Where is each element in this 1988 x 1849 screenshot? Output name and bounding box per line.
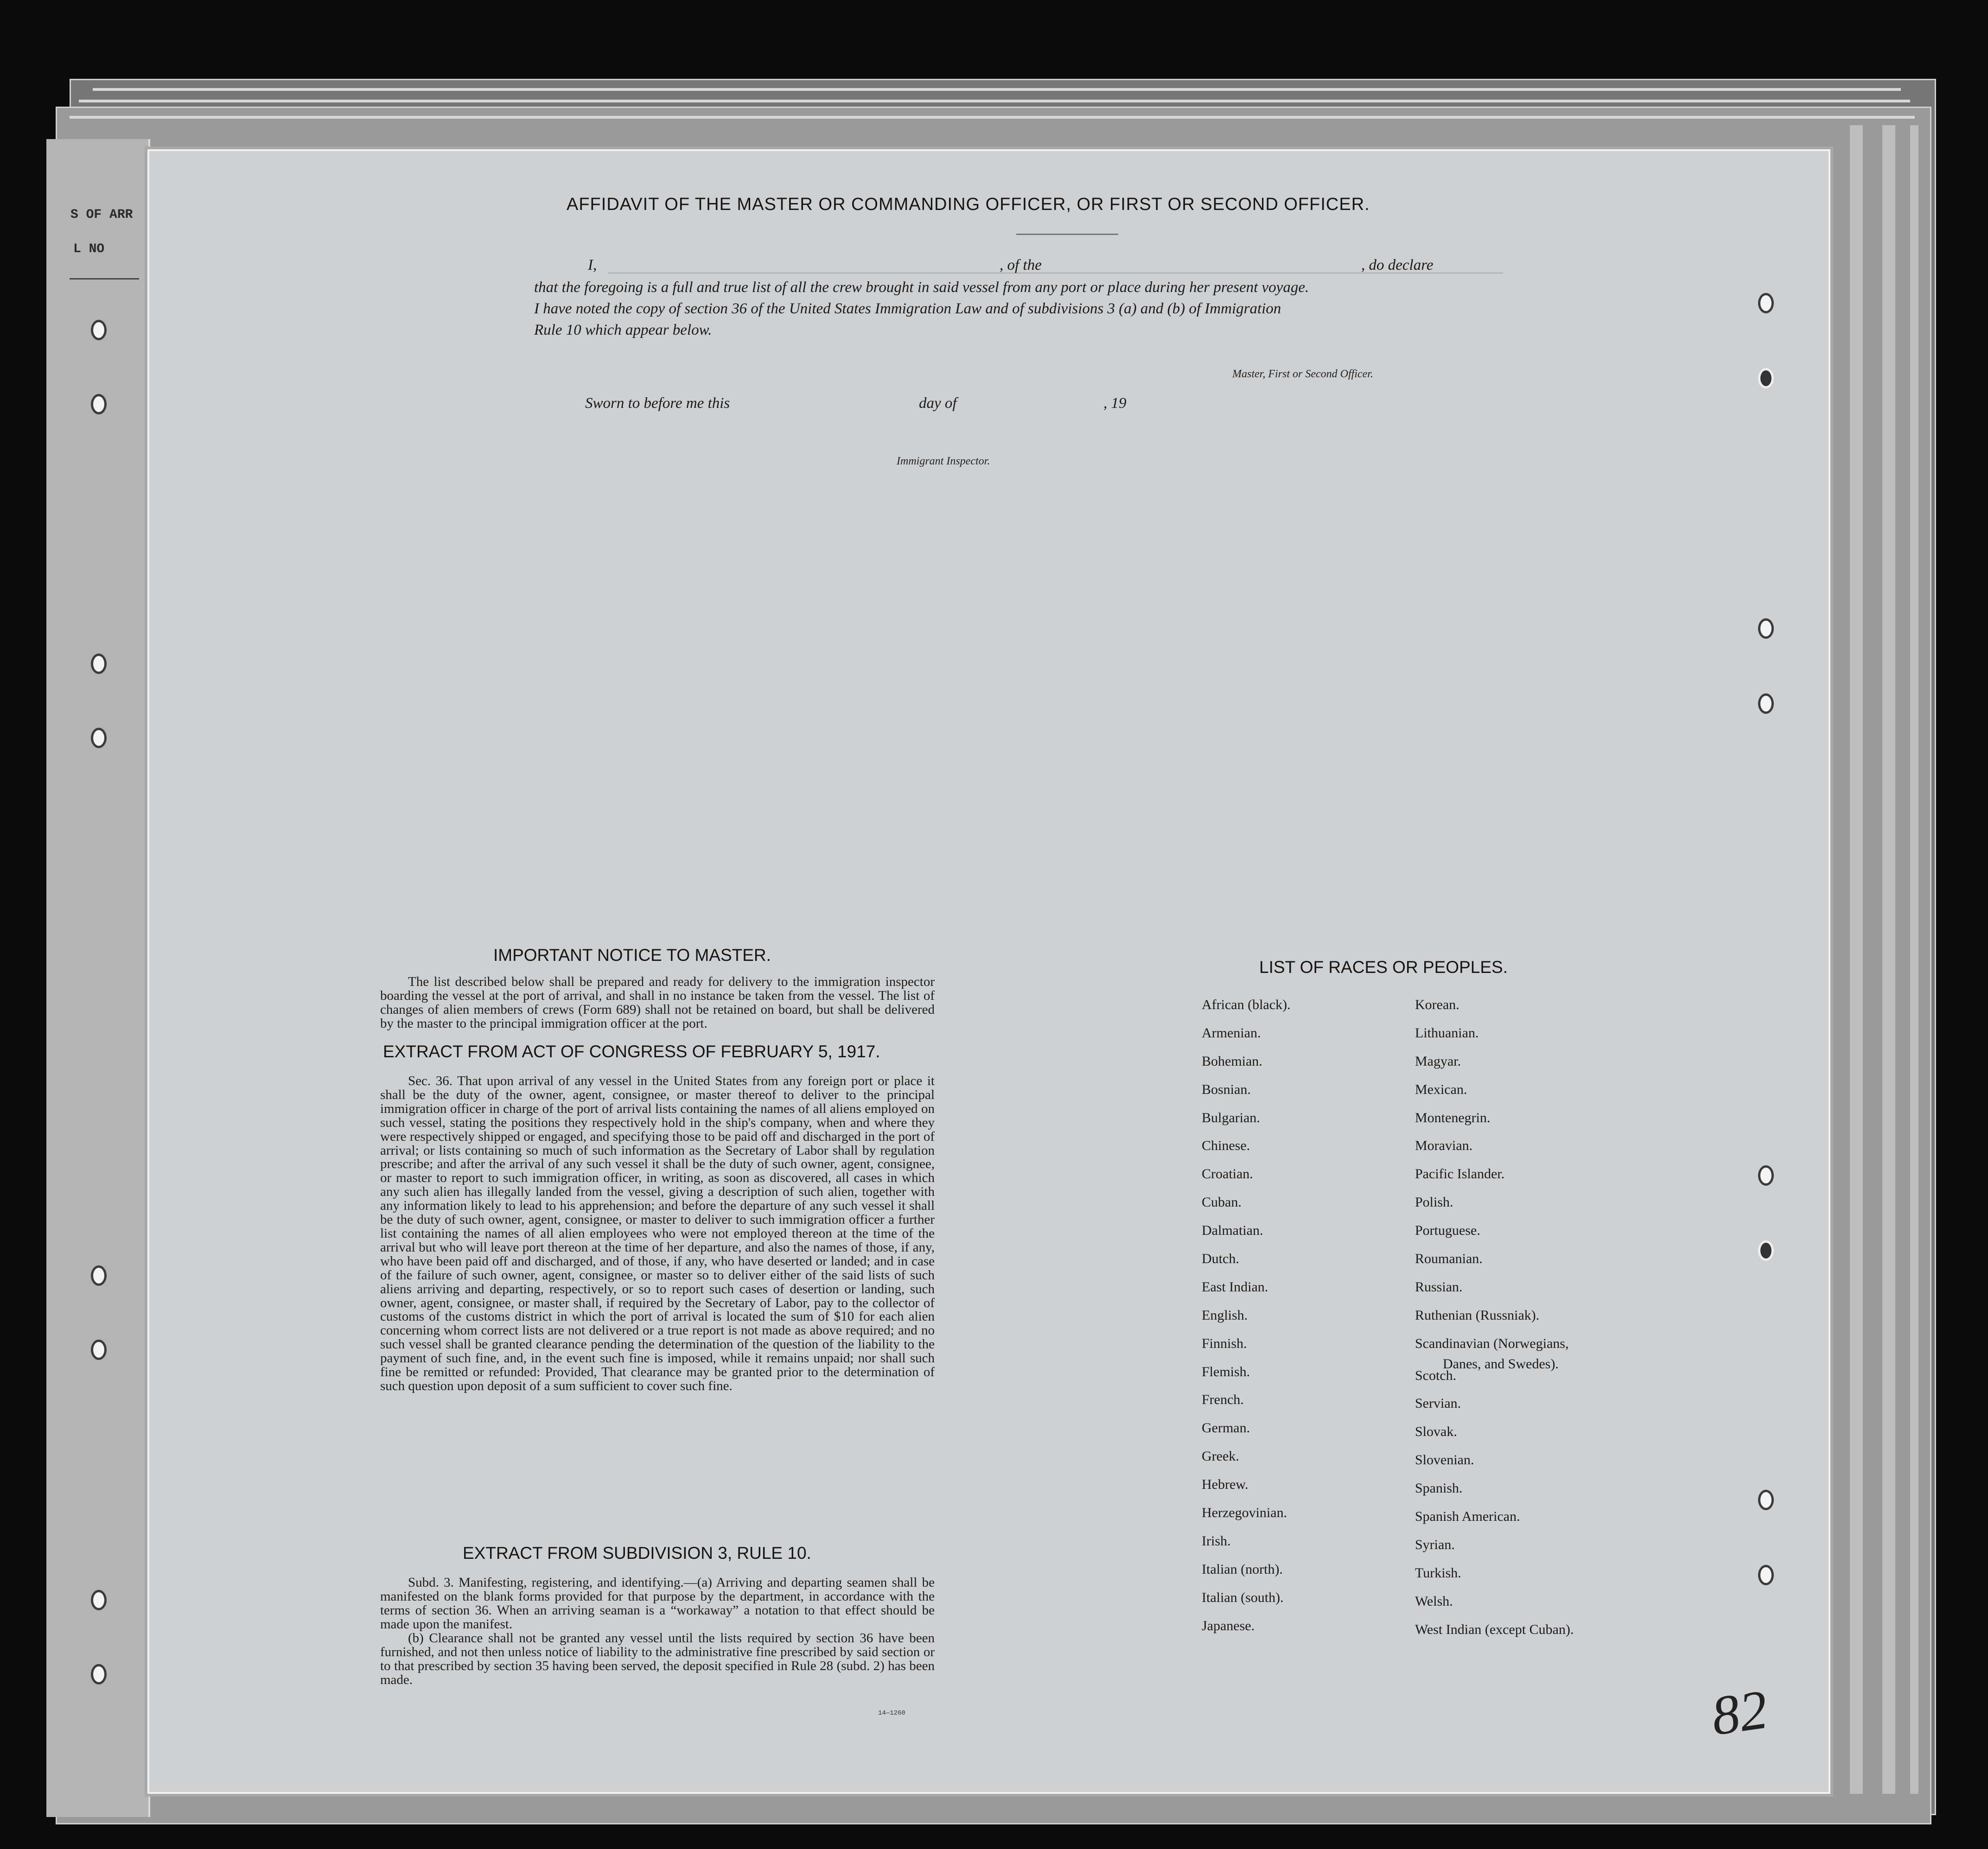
race-item: Greek.	[1202, 1449, 1239, 1464]
act-text: Sec. 36. That upon arrival of any vessel in the United States from any foreign port or place it shall be the duty of the owner, agent, consignee, or master thereof to deliver to the principal immigration officer in charge of the port of arrival lists containing the names of all aliens employed on such vessel, stating the positions they respectively hold in the ship's company, when and where they were respectively shipped or engaged, and specifying those to be paid off and discharged in the port of arrival; or lists containing so much of such information as the Secretary of Labor shall by regulation prescribe; and after the arrival of any such vessel it shall be the duty of such owner, agent, consignee, or master to report to such immigration officer, in writing, as soon as discovered, all cases in which any such alien has illegally landed from the vessel, giving a description of such alien, together with any information likely to lead to his apprehension; and before the departure of any such vessel it shall be the duty of such owner, agent, consignee, or master to deliver to such immigration officer a further list containing the names of all alien employees who were not employed thereon at the time of the arrival but who will leave port thereon at the time of her departure, and also the names of those, if any, who have been paid off and discharged, and of those, if any, who have deserted or landed; and in case of the failure of such owner, agent, consignee, or master so to deliver either of the said lists of such aliens arriving and departing, respectively, or so to report such cases of desertion or landing, such owner, agent, consignee, or master shall, if required by the Secretary of Labor, pay to the collector of customs of the customs district in which the port of arrival is located the sum of $10 for each alien concerning whom correct lists are not delivered or a true report is not made as above required; and no such vessel shall be granted clearance pending the determination of the question of the liability to the payment of such fine, and, in the event such fine is imposed, while it remains unpaid; nor shall such fine be remitted or refunded: Provided, That clearance may be granted prior to the determination of such question upon deposit of a sum sufficient to cover such fine.	[380, 1074, 935, 1393]
races-title: LIST OF RACES OR PEOPLES.	[1259, 958, 1508, 977]
punch-hole	[91, 654, 107, 674]
race-item: Slovenian.	[1415, 1452, 1474, 1468]
race-item: Armenian.	[1202, 1025, 1261, 1041]
race-item: Ruthenian (Russniak).	[1415, 1307, 1540, 1323]
race-item: Cuban.	[1202, 1195, 1242, 1210]
rule-title: EXTRACT FROM SUBDIVISION 3, RULE 10.	[463, 1544, 811, 1563]
race-item: Welsh.	[1415, 1593, 1453, 1609]
race-item: Portuguese.	[1415, 1223, 1480, 1239]
affidavit-of-the: , of the	[1000, 257, 1042, 273]
race-item-continuation: Danes, and Swedes).	[1443, 1356, 1559, 1372]
race-item: West Indian (except Cuban).	[1415, 1621, 1574, 1637]
race-item: Polish.	[1415, 1195, 1453, 1210]
race-item: Dalmatian.	[1202, 1223, 1263, 1239]
race-item: German.	[1202, 1420, 1250, 1436]
race-item: Flemish.	[1202, 1364, 1250, 1379]
day-of-text: day of	[919, 395, 957, 412]
race-item: Montenegrin.	[1415, 1110, 1491, 1125]
race-item: Mexican.	[1415, 1081, 1467, 1097]
race-item: Lithuanian.	[1415, 1025, 1479, 1041]
page-edge	[93, 88, 1901, 91]
race-item: Spanish.	[1415, 1480, 1463, 1496]
punch-hole	[91, 1340, 107, 1360]
divider	[70, 278, 139, 280]
race-item: Magyar.	[1415, 1053, 1461, 1069]
affidavit-i: I,	[588, 257, 597, 273]
race-item: Hebrew.	[1202, 1477, 1249, 1493]
race-item: Pacific Islander.	[1415, 1166, 1505, 1182]
race-item: Spanish American.	[1415, 1509, 1520, 1525]
race-item: Finnish.	[1202, 1335, 1247, 1351]
tab-label: L NO	[73, 242, 105, 256]
race-item: Bulgarian.	[1202, 1110, 1260, 1125]
race-item: Italian (north).	[1202, 1561, 1283, 1577]
races-left-column	[1202, 991, 1291, 1640]
race-item: Servian.	[1415, 1396, 1461, 1411]
race-item: French.	[1202, 1392, 1244, 1408]
page-edge	[1910, 125, 1918, 1794]
race-item: Dutch.	[1202, 1251, 1239, 1267]
notice-title: IMPORTANT NOTICE TO MASTER.	[493, 946, 771, 965]
punch-hole	[91, 320, 107, 340]
race-item: Slovak.	[1415, 1424, 1457, 1440]
race-item: Bohemian.	[1202, 1053, 1262, 1069]
tab-label: S OF ARR	[70, 208, 133, 222]
divider	[1016, 234, 1118, 235]
page-number: 82	[1708, 1678, 1771, 1747]
sworn-text: Sworn to before me this	[585, 395, 730, 412]
rule-text-b: (b) Clearance shall not be granted any vessel until the lists required by section 36 have been furnished, and not then unless notice of liability to the administrative fine prescribed by said section or to that prescribed by section 35 having been served, the deposit specified in Rule 28 (subd. 2) has been made.	[380, 1631, 935, 1687]
master-signature-label: Master, First or Second Officer.	[1232, 368, 1373, 380]
races-right-column	[1415, 991, 1574, 1640]
affidavit-line: I have noted the copy of section 36 of the United States Immigration Law and of subdivisions 3 (a) and (b) of Immigration	[534, 300, 1281, 317]
rule-text-a: Subd. 3. Manifesting, registering, and identifying.—(a) Arriving and departing seamen shall be manifested on the blank forms provided for that purpose by the department, in accordance with the terms of section 36. When an arriving seaman is a “workaway” a notation to that effect should be made upon the manifest.	[380, 1575, 935, 1632]
punch-hole	[1758, 1240, 1774, 1261]
punch-hole	[1758, 1490, 1774, 1510]
race-item: Chinese.	[1202, 1138, 1250, 1154]
affidavit-title: AFFIDAVIT OF THE MASTER OR COMMANDING OFFICER, OR FIRST OR SECOND OFFICER.	[567, 195, 1370, 214]
punch-hole	[91, 1590, 107, 1610]
race-item: East Indian.	[1202, 1279, 1268, 1295]
year-text: , 19	[1103, 395, 1127, 412]
race-item: Bosnian.	[1202, 1081, 1251, 1097]
punch-hole	[91, 1265, 107, 1286]
left-tab-strip	[46, 139, 150, 1817]
race-item: Scandinavian (Norwegians,	[1415, 1335, 1569, 1351]
punch-hole	[1758, 1165, 1774, 1186]
page-edge	[79, 100, 1910, 102]
race-item: Irish.	[1202, 1533, 1231, 1549]
page-edge	[1882, 125, 1895, 1794]
race-item: Russian.	[1415, 1279, 1463, 1295]
affidavit-line: Rule 10 which appear below.	[534, 322, 712, 338]
punch-hole	[1758, 1565, 1774, 1585]
race-item: Scotch.	[1415, 1367, 1457, 1383]
notice-text: The list described below shall be prepared and ready for delivery to the immigration inspector boarding the vessel at the port of arrival, and shall in no instance be taken from the vessel. The list of changes of alien members of crews (Form 689) shall not be retained on board, but shall be delivered by the master to the principal immigration officer at the port.	[380, 974, 935, 1031]
punch-hole	[91, 394, 107, 414]
affidavit-line: that the foregoing is a full and true list of all the crew brought in said vessel from any port or place during her present voyage.	[534, 279, 1309, 296]
punch-hole	[1758, 368, 1774, 388]
punch-hole	[91, 728, 107, 748]
punch-hole	[1758, 618, 1774, 639]
race-item: Turkish.	[1415, 1565, 1461, 1581]
race-item: Moravian.	[1415, 1138, 1473, 1154]
affidavit-do-declare: , do declare	[1361, 257, 1434, 273]
race-item: Japanese.	[1202, 1618, 1255, 1633]
form-number: 14—1260	[878, 1709, 905, 1717]
race-item: Herzegovinian.	[1202, 1505, 1287, 1521]
race-item: Croatian.	[1202, 1166, 1253, 1182]
document-sheet	[147, 149, 1830, 1794]
page-edge	[70, 116, 1915, 119]
race-item: Korean.	[1415, 997, 1459, 1012]
punch-hole	[91, 1664, 107, 1684]
act-title: EXTRACT FROM ACT OF CONGRESS OF FEBRUARY 5, 1917.	[383, 1042, 880, 1061]
race-item: Roumanian.	[1415, 1251, 1483, 1267]
race-item: African (black).	[1202, 997, 1291, 1012]
race-item: Syrian.	[1415, 1537, 1455, 1552]
race-item: English.	[1202, 1307, 1248, 1323]
inspector-signature-label: Immigrant Inspector.	[897, 455, 990, 467]
punch-hole	[1758, 293, 1774, 313]
page-edge	[1850, 125, 1863, 1794]
race-item: Italian (south).	[1202, 1589, 1284, 1605]
punch-hole	[1758, 693, 1774, 714]
